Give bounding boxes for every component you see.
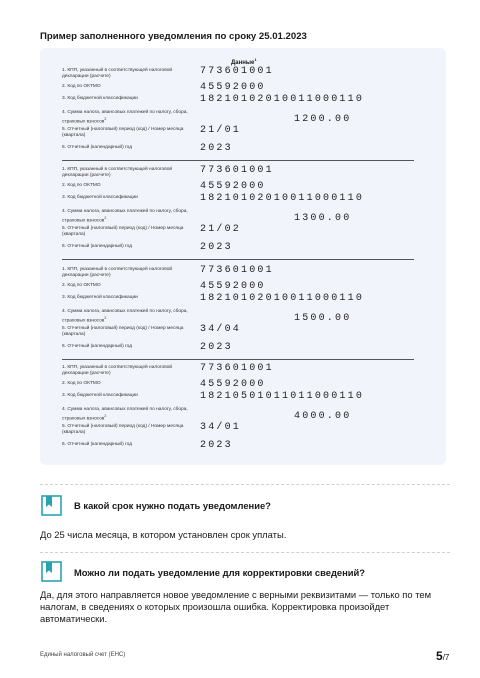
- faq-question-1: В какой срок нужно подать уведомление?: [74, 500, 271, 511]
- book-icon: [41, 561, 62, 582]
- notice-block: [62, 267, 414, 364]
- field-label: 2. Код по ОКТМО: [62, 381, 101, 386]
- field-label: 6. Отчетный (календарный) год: [62, 442, 133, 447]
- field-label: 6. Отчетный (календарный) год: [62, 344, 133, 349]
- field-value-sum: 1300.00: [294, 213, 352, 224]
- field-value-kpp: 773601001: [200, 265, 274, 276]
- field-value-period: 34/04: [200, 324, 242, 335]
- field-label: 1. КПП, указанный в соответствующей налоговой декларации (расчете): [62, 167, 173, 178]
- field-label: 3. Код бюджетной классификации: [62, 295, 138, 300]
- field-value-oktmo: 45592000: [200, 82, 266, 93]
- field-label: 5. Отчетный (налоговый) период (код) / Номер месяца (квартала): [62, 326, 184, 337]
- footnote-mark: 2: [104, 117, 107, 121]
- field-value-oktmo: 45592000: [200, 379, 266, 390]
- field-value-period: 21/02: [200, 224, 242, 235]
- page-title: Пример заполненного уведомления по сроку 25.01.2023: [40, 31, 307, 42]
- field-label: 6. Отчетный (календарный) год: [62, 145, 133, 150]
- divider: [40, 552, 450, 553]
- book-icon: [41, 495, 62, 516]
- field-label: 2. Код по ОКТМО: [62, 183, 101, 188]
- notice-block: [62, 68, 414, 165]
- field-value-period: 34/01: [200, 422, 242, 433]
- footnote-mark: 2: [104, 414, 107, 418]
- notice-example-card: [40, 48, 446, 465]
- block-separator: [62, 259, 414, 260]
- notice-block: [62, 365, 414, 462]
- block-separator: [62, 359, 414, 360]
- field-label: 5. Отчетный (налоговый) период (код) / Номер месяца (квартала): [62, 424, 184, 435]
- field-label: 4. Сумма налога, авансовых платежей по налогу, сбора, страховых взносов$^2$: [62, 209, 188, 224]
- field-label: 4. Сумма налога, авансовых платежей по налогу, сбора, страховых взносов$^2$: [62, 110, 188, 125]
- field-label: 4. Сумма налога, авансовых платежей по налогу, сбора, страховых взносов$^2$: [62, 309, 188, 324]
- field-value-sum: 1500.00: [294, 313, 352, 324]
- field-label: 1. КПП, указанный в соответствующей налоговой декларации (расчете): [62, 365, 173, 376]
- field-value-period: 21/01: [200, 125, 242, 136]
- field-value-oktmo: 45592000: [200, 181, 266, 192]
- field-value-oktmo: 45592000: [200, 281, 266, 292]
- field-label: 1. КПП, указанный в соответствующей налоговой декларации (расчете): [62, 267, 173, 278]
- field-label: 4. Сумма налога, авансовых платежей по налогу, сбора, страховых взносов$^2$: [62, 407, 188, 422]
- page-number: 5/7: [436, 649, 450, 663]
- field-value-kbk: 18210501011011000110: [200, 391, 365, 402]
- field-value-year: 2023: [200, 342, 233, 353]
- notice-block: [62, 167, 414, 264]
- field-value-kbk: 18210102010011000110: [200, 293, 365, 304]
- field-label: 5. Отчетный (налоговый) период (код) / Номер месяца (квартала): [62, 127, 184, 138]
- field-value-year: 2023: [200, 440, 233, 451]
- field-label: 3. Код бюджетной классификации: [62, 393, 138, 398]
- field-label: 2. Код по ОКТМО: [62, 283, 101, 288]
- field-value-year: 2023: [200, 242, 233, 253]
- faq-answer-1: До 25 числа месяца, в котором установлен срок уплаты.: [40, 529, 287, 540]
- block-separator: [62, 160, 414, 161]
- faq-question-2: Можно ли подать уведомление для корректировки сведений?: [74, 567, 366, 578]
- data-column-header: Данные$^1$: [231, 57, 257, 66]
- field-label: 5. Отчетный (налоговый) период (код) / Номер месяца (квартала): [62, 226, 184, 237]
- field-label: 6. Отчетный (календарный) год: [62, 244, 133, 249]
- field-label: 2. Код по ОКТМО: [62, 84, 101, 89]
- field-value-kbk: 18210102010011000110: [200, 193, 365, 204]
- footnote-mark: 2: [104, 216, 107, 220]
- field-value-kpp: 773601001: [200, 66, 274, 77]
- field-value-kbk: 18210102010011000110: [200, 94, 365, 105]
- field-value-year: 2023: [200, 143, 233, 154]
- faq-answer-2: Да, для этого направляется новое уведомление с верными реквизитами — только по тем налогам, в сведениях о которых произошла ошибка. Корректировка произойдет автоматически.: [40, 589, 432, 624]
- field-value-kpp: 773601001: [200, 363, 274, 374]
- field-value-sum: 4000.00: [294, 411, 352, 422]
- footnote-mark: 2: [104, 316, 107, 320]
- field-value-kpp: 773601001: [200, 165, 274, 176]
- field-label: 3. Код бюджетной классификации: [62, 96, 138, 101]
- field-label: 1. КПП, указанный в соответствующей налоговой декларации (расчете): [62, 68, 173, 79]
- field-label: 3. Код бюджетной классификации: [62, 195, 138, 200]
- field-value-sum: 1200.00: [294, 114, 352, 125]
- footer-caption: Единый налоговый счет (ЕНС): [40, 652, 126, 658]
- divider: [40, 484, 450, 485]
